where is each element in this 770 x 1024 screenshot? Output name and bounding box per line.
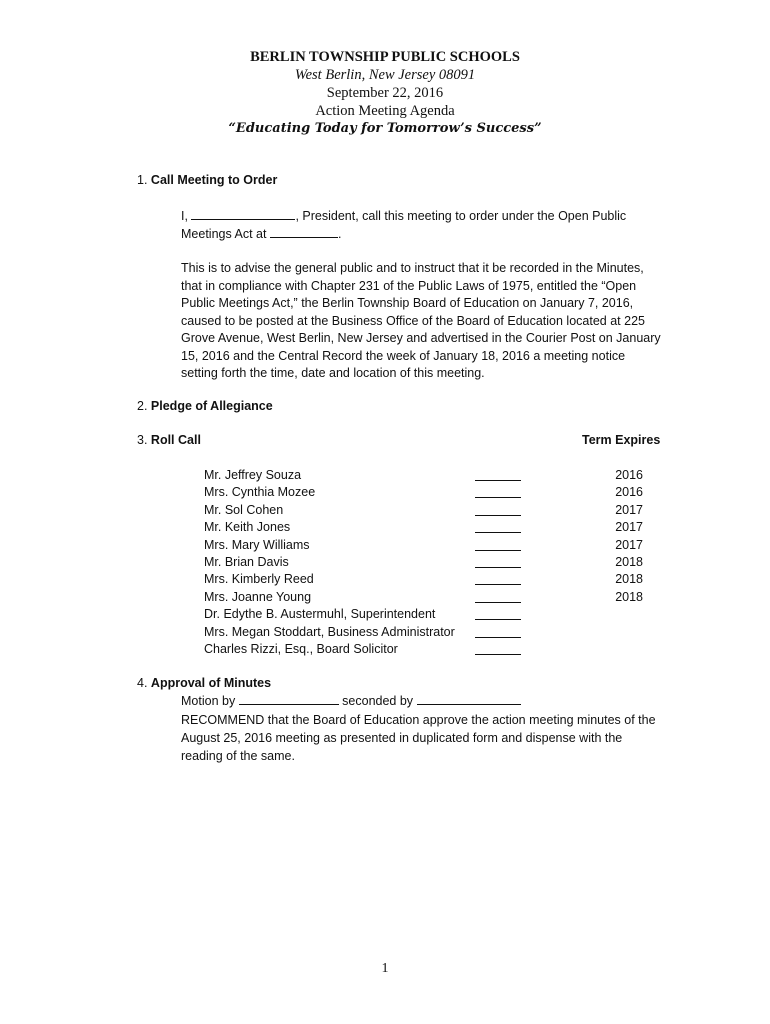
section-approval-minutes-heading <box>137 676 271 690</box>
term-expires-year: 2016 <box>615 468 643 482</box>
attendance-blank[interactable] <box>475 567 521 568</box>
district-motto: “Educating Today for Tomorrow’s Success” <box>228 121 542 136</box>
attendance-blank[interactable] <box>475 480 521 481</box>
section-pledge-heading <box>137 399 273 413</box>
section-number: 4. <box>137 676 148 690</box>
call-to-order-statement: I, , President, call this meeting to order under the Open Public Meetings Act at . <box>181 209 627 241</box>
term-expires-year: 2017 <box>615 502 643 517</box>
term-expires-year: 2018 <box>615 554 643 569</box>
member-name: Mrs. Kimberly Reed <box>204 572 314 587</box>
minutes-recommendation: RECOMMEND that the Board of Education approve the action meeting minutes of the August 25, 2016 meeting as presented in duplicated form and dispense with the reading of the same. <box>181 713 656 763</box>
district-location: West Berlin, New Jersey 08091 <box>294 67 476 83</box>
term-expires-year: 2018 <box>615 572 643 587</box>
roll-call-row <box>204 589 654 606</box>
attendance-blank[interactable] <box>475 602 521 603</box>
member-name: Charles Rizzi, Esq., Board Solicitor <box>204 641 398 656</box>
roll-call-row <box>204 606 654 623</box>
member-name: Mr. Brian Davis <box>204 554 289 569</box>
seconded-by-blank[interactable] <box>417 693 521 705</box>
page-number: 1 <box>381 961 389 976</box>
section-roll-call-heading <box>137 433 201 447</box>
roll-call-row <box>204 554 654 571</box>
member-name: Dr. Edythe B. Austermuhl, Superintendent <box>204 607 436 622</box>
section-title: Pledge of Allegiance <box>150 399 273 413</box>
roll-call-row <box>204 571 654 588</box>
attendance-blank[interactable] <box>475 584 521 585</box>
member-name: Mr. Sol Cohen <box>204 502 284 517</box>
attendance-blank[interactable] <box>475 619 521 620</box>
attendance-blank[interactable] <box>475 550 521 551</box>
term-expires-year: 2018 <box>615 589 643 604</box>
member-name: Mrs. Joanne Young <box>204 589 312 604</box>
roll-call-row <box>204 537 654 554</box>
roll-call-row <box>204 484 654 501</box>
district-title: BERLIN TOWNSHIP PUBLIC SCHOOLS <box>250 49 520 65</box>
motion-by-blank[interactable] <box>239 693 339 705</box>
section-title: Call Meeting to Order <box>150 173 278 187</box>
section-number: 3. <box>137 433 148 447</box>
term-expires-year: 2016 <box>615 485 643 500</box>
president-name-blank[interactable] <box>191 208 295 220</box>
section-call-to-order-heading <box>137 173 277 187</box>
meeting-time-blank[interactable] <box>270 226 338 238</box>
section-number: 2. <box>137 399 148 413</box>
motion-line: Motion by seconded by <box>181 693 521 708</box>
term-expires-header: Term Expires <box>582 433 661 447</box>
roll-call-list <box>204 467 654 658</box>
attendance-blank[interactable] <box>475 532 521 533</box>
section-number: 1. <box>137 173 148 187</box>
section-title: Approval of Minutes <box>150 676 272 690</box>
open-meetings-notice: This is to advise the general public and to instruct that it be recorded in the Minutes, that in compliance with Chapter 231 of the Public Laws of 1975, entitled the “Open Public Meetings Act,” the Berlin Township Board of Education on January 7, 2016, caused to be posted at the Business Office of the Board of Education located at 225 Grove Avenue, West Berlin, New Jersey and advertised in the Courier Post on January 15, 2016 and the Central Record the week of January 18, 2016 a meeting notice setting forth the time, date and location of this meeting. <box>181 261 661 380</box>
member-name: Mrs. Mary Williams <box>204 537 310 552</box>
meeting-date: September 22, 2016 <box>326 85 444 101</box>
attendance-blank[interactable] <box>475 654 521 655</box>
roll-call-row <box>204 624 654 641</box>
member-name: Mrs. Megan Stoddart, Business Administrator <box>204 624 455 639</box>
member-name: Mr. Keith Jones <box>204 520 291 535</box>
attendance-blank[interactable] <box>475 637 521 638</box>
attendance-blank[interactable] <box>475 497 521 498</box>
roll-call-row <box>204 641 654 658</box>
term-expires-year: 2017 <box>615 537 643 552</box>
member-name: Mrs. Cynthia Mozee <box>204 485 316 500</box>
member-name: Mr. Jeffrey Souza <box>204 468 302 482</box>
section-title: Roll Call <box>150 433 201 447</box>
attendance-blank[interactable] <box>475 515 521 516</box>
term-expires-year: 2017 <box>615 520 643 535</box>
roll-call-row <box>204 519 654 536</box>
roll-call-row <box>204 502 654 519</box>
roll-call-row <box>204 467 654 484</box>
agenda-subtitle: Action Meeting Agenda <box>315 103 455 119</box>
